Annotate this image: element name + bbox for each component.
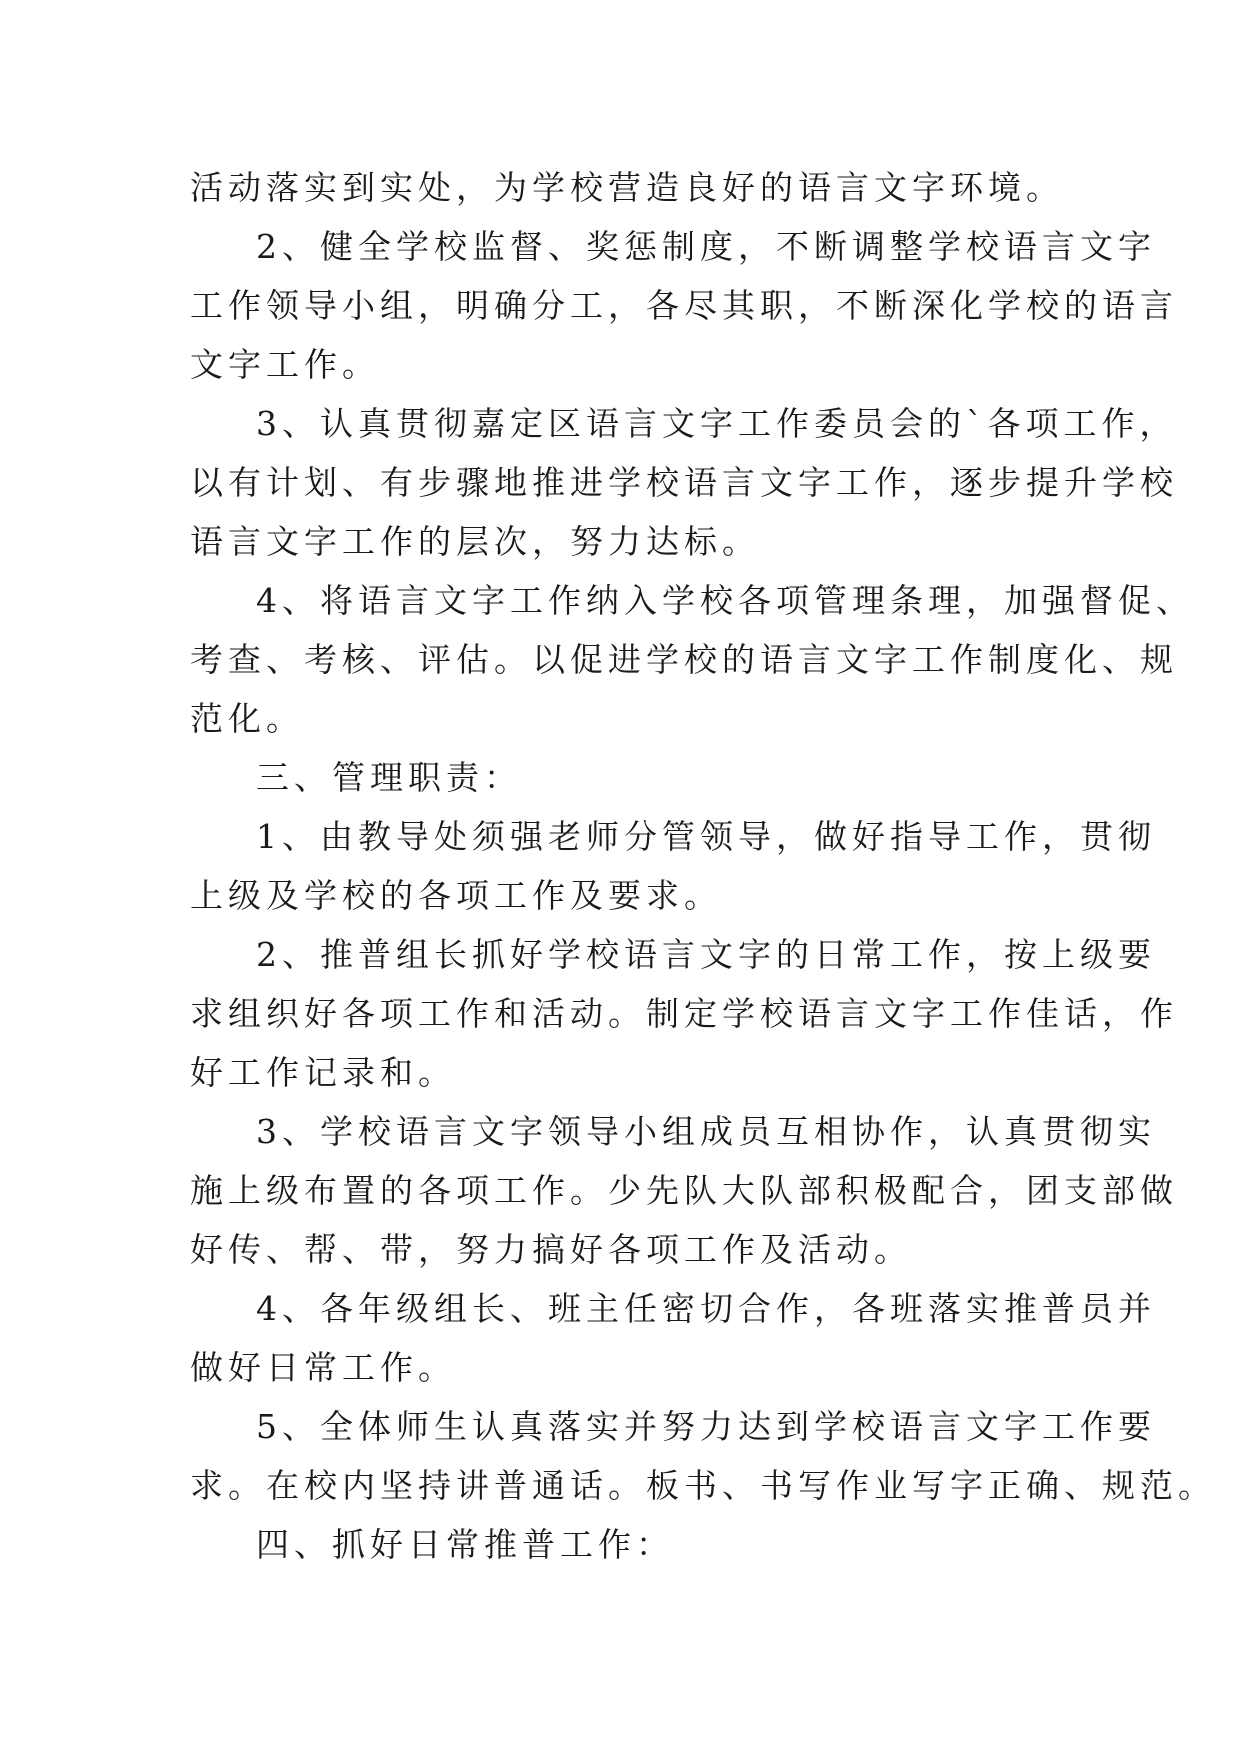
section-heading-3	[190, 748, 1070, 807]
text-line: 施上级布置的各项工作。少先队大队部积极配合，团支部做	[190, 1171, 1178, 1210]
text-line: 语言文字工作的层次，努力达标。	[190, 522, 760, 561]
paragraph-continuation	[190, 158, 1070, 217]
text-line: 1、由教导处须强老师分管领导，做好指导工作，贯彻	[256, 817, 1156, 856]
text-line: 上级及学校的各项工作及要求。	[190, 876, 722, 915]
text-line: 工作领导小组，明确分工，各尽其职，不断深化学校的语言	[190, 286, 1178, 325]
section-heading-4	[190, 1515, 1070, 1574]
text-line: 好传、帮、带，努力搞好各项工作及活动。	[190, 1230, 912, 1269]
paragraph-item-4-management-integration	[190, 571, 1194, 748]
document-body	[190, 158, 1216, 1574]
paragraph-duty-4	[190, 1279, 1156, 1397]
text-line: 3、认真贯彻嘉定区语言文字工作委员会的`各项工作，	[256, 404, 1178, 443]
text-line: 3、学校语言文字领导小组成员互相协作，认真贯彻实	[256, 1112, 1156, 1151]
text-line: 4、各年级组长、班主任密切合作，各班落实推普员并	[256, 1289, 1156, 1328]
text-line: 2、推普组长抓好学校语言文字的日常工作，按上级要	[256, 935, 1156, 974]
heading-text: 三、管理职责：	[256, 758, 522, 797]
paragraph-duty-2	[190, 925, 1178, 1102]
paragraph-duty-5	[190, 1397, 1216, 1515]
text-line: 考查、考核、评估。以促进学校的语言文字工作制度化、规	[190, 640, 1178, 679]
text-line: 范化。	[190, 699, 304, 738]
text-line: 4、将语言文字工作纳入学校各项管理条理，加强督促、	[256, 581, 1194, 620]
text-line: 做好日常工作。	[190, 1348, 456, 1387]
text-line: 文字工作。	[190, 345, 380, 384]
heading-text: 四、抓好日常推普工作：	[256, 1525, 674, 1564]
text-line: 活动落实到实处，为学校营造良好的语言文字环境。	[190, 168, 1064, 207]
text-line: 5、全体师生认真落实并努力达到学校语言文字工作要	[256, 1407, 1156, 1446]
paragraph-item-3-implement-committee-work	[190, 394, 1178, 571]
paragraph-duty-1	[190, 807, 1156, 925]
text-line: 求。在校内坚持讲普通话。板书、书写作业写字正确、规范。	[190, 1466, 1216, 1505]
paragraph-item-2-oversight-system	[190, 217, 1178, 394]
text-line: 2、健全学校监督、奖惩制度，不断调整学校语言文字	[256, 227, 1156, 266]
text-line: 以有计划、有步骤地推进学校语言文字工作，逐步提升学校	[190, 463, 1178, 502]
text-line: 好工作记录和。	[190, 1053, 456, 1092]
paragraph-duty-3	[190, 1102, 1178, 1279]
text-line: 求组织好各项工作和活动。制定学校语言文字工作佳话，作	[190, 994, 1178, 1033]
